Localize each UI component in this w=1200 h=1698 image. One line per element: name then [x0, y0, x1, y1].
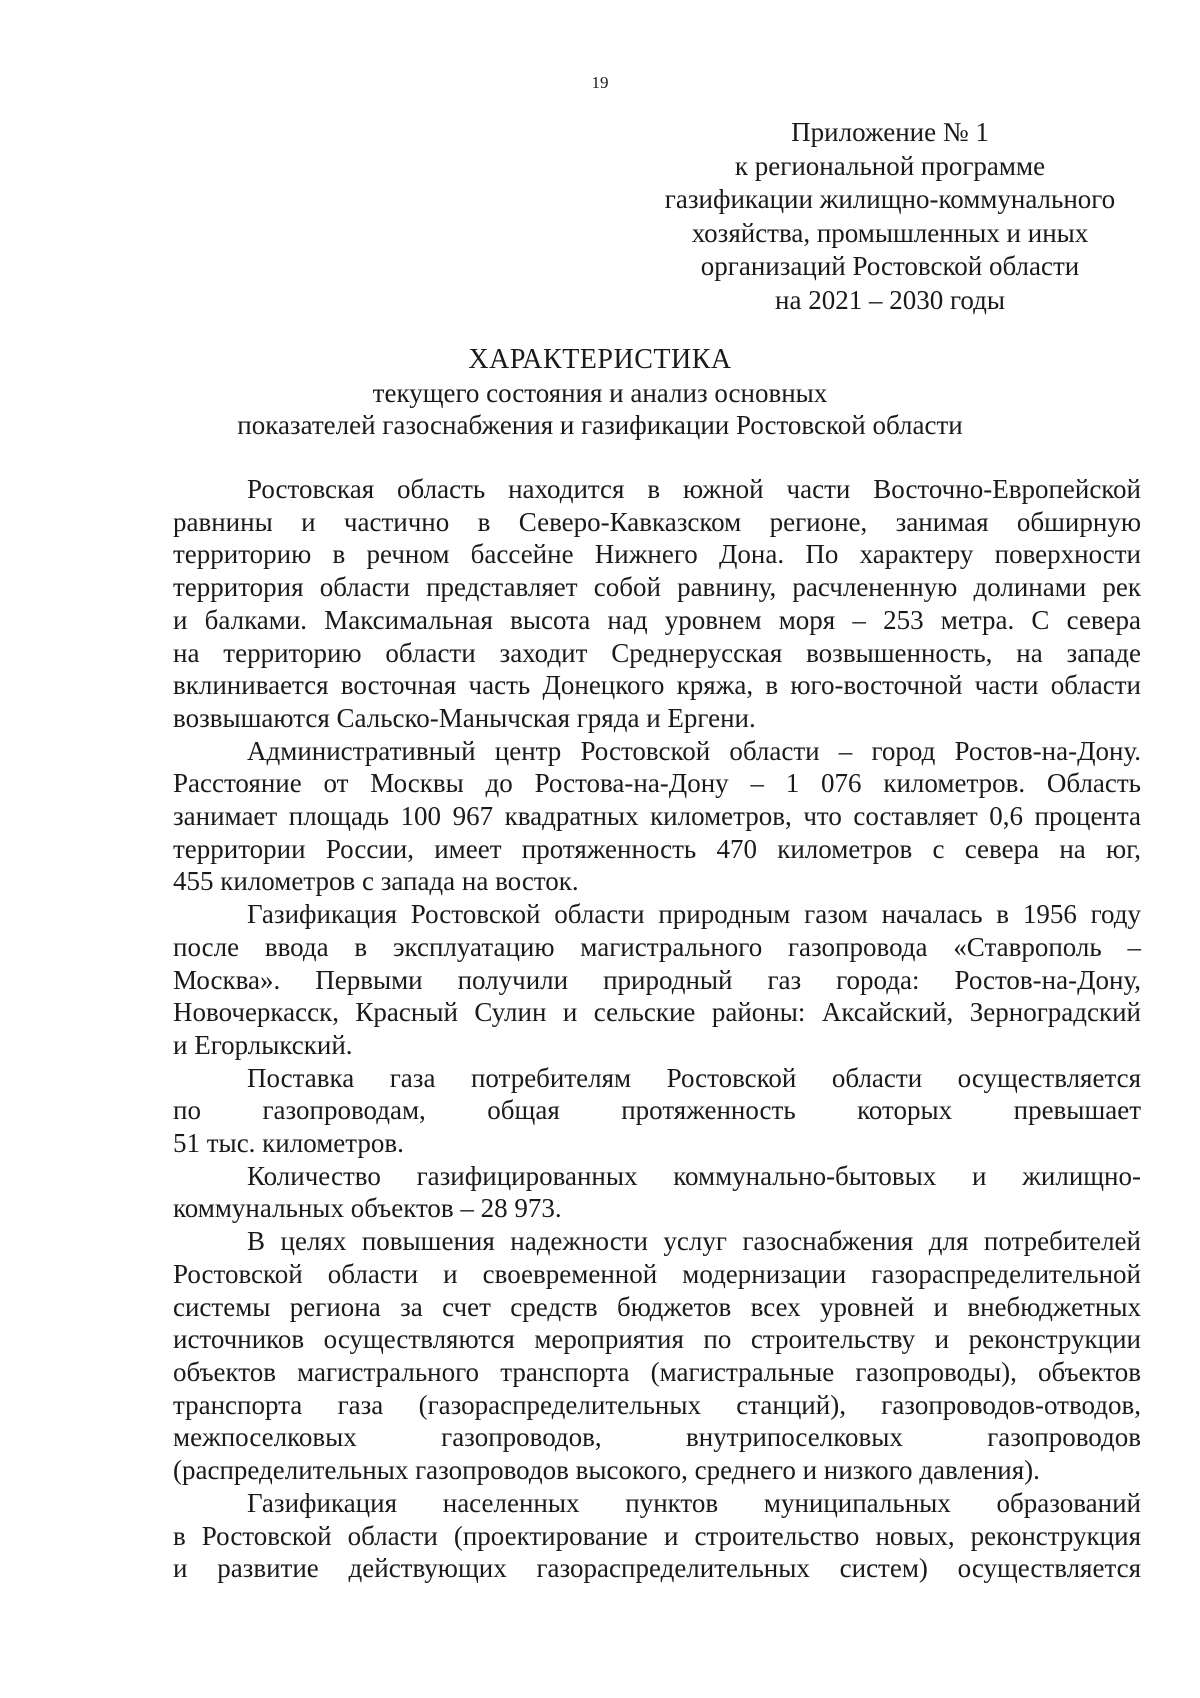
- paragraph-line: занимает площадь 100 967 квадратных километров, что составляет 0,6 процента: [173, 801, 1141, 832]
- annex-line: Приложение № 1: [791, 117, 989, 147]
- paragraph-line: Административный центр Ростовской области – город Ростов-на-Дону.: [247, 735, 1141, 766]
- annex-line: к региональной программе: [734, 150, 1046, 181]
- paragraph-line: В целях повышения надежности услуг газоснабжения для потребителей: [247, 1226, 1141, 1257]
- page-number: 19: [591, 73, 609, 92]
- paragraph-line: системы региона за счет средств бюджетов всех уровней и внебюджетных: [173, 1291, 1141, 1322]
- paragraph-line: Поставка газа потребителям Ростовской области осуществляется: [247, 1062, 1141, 1093]
- body-text: [173, 473, 1141, 1585]
- paragraph: [173, 1062, 1141, 1160]
- paragraph-line: и балками. Максимальная высота над уровнем моря – 253 метра. С севера: [173, 604, 1141, 635]
- paragraph-line: Расстояние от Москвы до Ростова-на-Дону – 1 076 километров. Область: [173, 768, 1141, 799]
- paragraph-line: возвышаются Сальско-Манычская гряда и Ергени.: [173, 702, 756, 733]
- paragraph-line: на территорию области заходит Среднерусская возвышенность, на западе: [173, 637, 1141, 668]
- paragraph-line: вклинивается восточная часть Донецкого кряжа, в юго-восточной части области: [173, 670, 1141, 701]
- paragraph: [173, 1160, 1141, 1225]
- paragraph-line: коммунальных объектов – 28 973.: [173, 1193, 562, 1224]
- annex-header: [640, 116, 1140, 317]
- paragraph-line: Новочеркасск, Красный Сулин и сельские районы: Аксайский, Зерноградский: [173, 997, 1141, 1028]
- paragraph-line: Ростовской области и своевременной модернизации газораспределительной: [173, 1258, 1141, 1289]
- paragraph-line: в Ростовской области (проектирование и строительство новых, реконструкция: [173, 1520, 1141, 1551]
- paragraph-line: Газификация населенных пунктов муниципальных образований: [247, 1487, 1141, 1518]
- paragraph-line: и развитие действующих газораспределительных систем) осуществляется: [173, 1553, 1141, 1584]
- paragraph: [173, 1487, 1141, 1585]
- document-title: ХАРАКТЕРИСТИКА: [468, 344, 732, 375]
- paragraph-line: и Егорлыкский.: [173, 1029, 353, 1060]
- title-block: [0, 343, 1200, 441]
- annex-line: хозяйства, промышленных и иных: [691, 217, 1089, 248]
- paragraph-line: 455 километров с запада на восток.: [173, 866, 579, 897]
- paragraph-line: межпоселковых газопроводов, внутрипоселковых газопроводов: [173, 1422, 1141, 1453]
- paragraph-line: Ростовская область находится в южной части Восточно-Европейской: [247, 474, 1141, 504]
- document-subtitle-line: текущего состояния и анализ основных: [372, 378, 828, 408]
- paragraph-line: (распределительных газопроводов высокого, среднего и низкого давления).: [173, 1455, 1040, 1486]
- paragraph-line: 51 тыс. километров.: [173, 1128, 404, 1159]
- paragraph: [173, 898, 1141, 1062]
- paragraph-line: территорию в речном бассейне Нижнего Дона. По характеру поверхности: [173, 539, 1141, 570]
- paragraph-line: транспорта газа (газораспределительных станций), газопроводов-отводов,: [173, 1389, 1141, 1420]
- paragraph-line: Количество газифицированных коммунально-бытовых и жилищно-: [247, 1160, 1141, 1191]
- paragraph-line: по газопроводам, общая протяженность которых превышает: [173, 1095, 1141, 1126]
- document-subtitle-line: показателей газоснабжения и газификации Ростовской области: [237, 410, 963, 440]
- paragraph-line: равнины и частично в Северо-Кавказском регионе, занимая обширную: [173, 506, 1141, 537]
- paragraph-line: объектов магистрального транспорта (магистральные газопроводы), объектов: [173, 1356, 1141, 1387]
- paragraph-line: после ввода в эксплуатацию магистрального газопровода «Ставрополь –: [173, 931, 1141, 962]
- annex-line: организаций Ростовской области: [700, 251, 1080, 281]
- paragraph-line: источников осуществляются мероприятия по строительству и реконструкции: [173, 1324, 1141, 1355]
- paragraph: [173, 473, 1141, 735]
- paragraph-line: территория области представляет собой равнину, расчлененную долинами рек: [173, 572, 1141, 603]
- paragraph: [173, 735, 1141, 899]
- paragraph-line: Москва». Первыми получили природный газ города: Ростов-на-Дону,: [173, 964, 1141, 995]
- annex-line: на 2021 – 2030 годы: [775, 284, 1005, 315]
- paragraph-line: Газификация Ростовской области природным газом началась в 1956 году: [247, 899, 1141, 930]
- paragraph: [173, 1225, 1141, 1487]
- paragraph-line: территории России, имеет протяженность 470 километров с севера на юг,: [173, 833, 1141, 864]
- annex-line: газификации жилищно-коммунального: [664, 184, 1116, 214]
